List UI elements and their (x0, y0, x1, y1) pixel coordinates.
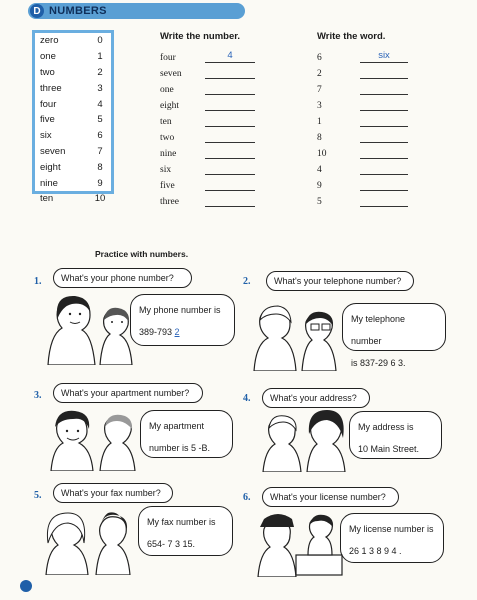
write-number-row (160, 47, 280, 63)
write-number-row (160, 175, 280, 191)
answer-line1-2: My telephone number (351, 314, 406, 346)
number-word: two (40, 66, 55, 78)
write-word-prompt: 1 (317, 117, 322, 127)
number-word: eight (40, 161, 61, 173)
number-table-row (35, 65, 111, 81)
answer-line1-6: My license number is (349, 524, 434, 534)
write-number-answer-field[interactable] (205, 98, 255, 111)
write-word-prompt: 5 (317, 197, 322, 207)
write-number-exercise (160, 31, 280, 207)
answer-bubble-5 (138, 506, 233, 556)
answer-bubble-3 (140, 410, 233, 458)
illustration-telephone-pair (250, 296, 345, 371)
write-word-prompt: 2 (317, 69, 322, 79)
write-word-answer-field[interactable] (360, 178, 408, 191)
item-number-5: 5. (34, 490, 42, 501)
write-word-prompt: 8 (317, 133, 322, 143)
write-word-answer-field[interactable] (360, 146, 408, 159)
write-word-prompt: 6 (317, 53, 322, 63)
item-number-6: 6. (243, 492, 251, 503)
number-word: seven (40, 145, 66, 157)
write-number-row (160, 111, 280, 127)
number-word: four (40, 98, 57, 110)
answer-line1-3: My apartment (149, 421, 205, 431)
write-number-prompt: one (160, 85, 174, 95)
number-digit: 4 (97, 98, 103, 110)
answer-bubble-1 (130, 294, 235, 346)
write-word-prompt: 3 (317, 101, 322, 111)
write-word-heading: Write the word. (317, 31, 386, 42)
number-word: one (40, 51, 56, 63)
number-digit: 6 (97, 130, 103, 142)
number-digit: 2 (97, 66, 103, 78)
handwritten-answer-1: 2 (174, 327, 180, 337)
illustration-fax-pair (42, 503, 137, 575)
write-word-rows (317, 47, 437, 207)
write-number-answer-field[interactable]: 4 (205, 50, 255, 63)
write-number-prompt: two (160, 133, 175, 143)
question-bubble-6 (262, 487, 399, 507)
number-word: six (40, 130, 52, 142)
number-table-row (35, 80, 111, 96)
write-number-prompt: eight (160, 101, 179, 111)
number-digit: 0 (97, 35, 103, 47)
answer-line2-5: 654- 7 3 15. (147, 539, 196, 549)
item-number-2: 2. (243, 276, 251, 287)
answer-line2-6: 26 1 3 8 9 4 . (349, 546, 402, 556)
question-text-4: What's your address? (270, 393, 357, 403)
section-title: NUMBERS (49, 5, 107, 17)
write-word-row (317, 111, 437, 127)
number-word: five (40, 114, 55, 126)
write-word-answer-field[interactable] (360, 98, 408, 111)
number-table-row (35, 128, 111, 144)
write-number-answer-field[interactable] (205, 114, 255, 127)
write-word-answer-field[interactable] (360, 194, 408, 207)
number-digit: 3 (97, 82, 103, 94)
item-number-4: 4. (243, 393, 251, 404)
write-number-answer-field[interactable] (205, 66, 255, 79)
number-table-row (35, 96, 111, 112)
write-word-answer-field[interactable] (360, 82, 408, 95)
write-number-heading: Write the number. (160, 31, 241, 42)
number-table-row (35, 159, 111, 175)
write-word-answer-field[interactable] (360, 162, 408, 175)
number-table-row (35, 191, 111, 207)
write-number-rows (160, 47, 280, 207)
illustration-apartment-pair (45, 403, 140, 471)
write-word-answer-field[interactable] (360, 114, 408, 127)
write-word-row (317, 63, 437, 79)
page-marker-dot (20, 580, 32, 592)
answer-line1-4: My address is (358, 422, 414, 432)
question-bubble-2 (266, 271, 414, 291)
number-digit: 1 (97, 51, 103, 63)
write-number-row (160, 95, 280, 111)
write-number-row (160, 127, 280, 143)
write-number-prompt: three (160, 197, 179, 207)
write-number-row (160, 63, 280, 79)
number-digit: 5 (97, 114, 103, 126)
write-number-row (160, 191, 280, 207)
write-word-row (317, 191, 437, 207)
write-word-row (317, 127, 437, 143)
answer-bubble-2 (342, 303, 446, 368)
write-word-row (317, 47, 437, 63)
write-word-prompt: 9 (317, 181, 322, 191)
write-word-prompt: 10 (317, 149, 327, 159)
question-text-5: What's your fax number? (61, 488, 161, 498)
answer-line2-1: 389-793 (139, 327, 173, 337)
illustration-address-pair (255, 404, 350, 472)
write-number-answer-field[interactable] (205, 178, 255, 191)
question-text-3: What's your apartment number? (61, 388, 190, 398)
write-word-row (317, 175, 437, 191)
section-badge: D (30, 4, 44, 18)
write-number-row (160, 143, 280, 159)
write-word-row (317, 159, 437, 175)
number-digit: 7 (97, 145, 103, 157)
question-bubble-3 (53, 383, 203, 403)
write-number-answer-field[interactable] (205, 162, 255, 175)
write-number-prompt: six (160, 165, 172, 175)
illustration-license-pair (252, 505, 347, 577)
number-digit: 8 (97, 161, 103, 173)
write-word-answer-field[interactable] (360, 66, 408, 79)
write-word-prompt: 7 (317, 85, 322, 95)
number-word: nine (40, 177, 58, 189)
number-table (32, 30, 114, 205)
item-number-1: 1. (34, 276, 42, 287)
number-digit: 10 (94, 193, 106, 205)
answer-bubble-4 (349, 411, 442, 459)
answer-line2-2: is 837-29 6 3. (351, 358, 406, 368)
number-word: ten (40, 193, 54, 205)
number-table-row (35, 33, 111, 49)
write-word-answer-field[interactable] (360, 130, 408, 143)
write-word-row (317, 143, 437, 159)
number-table-row (35, 49, 111, 65)
number-table-row (35, 112, 111, 128)
answer-line1-1: My phone number is (139, 305, 221, 315)
write-number-row (160, 79, 280, 95)
section-header (28, 3, 245, 19)
number-table-row (35, 144, 111, 160)
number-word: zero (40, 35, 59, 47)
write-word-exercise (317, 31, 437, 207)
practice-title: Practice with numbers. (95, 249, 189, 259)
write-word-answer-field[interactable]: six (360, 50, 408, 63)
write-word-prompt: 4 (317, 165, 322, 175)
write-number-answer-field[interactable] (205, 130, 255, 143)
number-word: three (40, 82, 62, 94)
number-table-body (35, 33, 111, 205)
item-number-3: 3. (34, 390, 42, 401)
answer-line1-5: My fax number is (147, 517, 216, 527)
write-number-answer-field[interactable] (205, 146, 255, 159)
answer-line2-4: 10 Main Street. (358, 444, 420, 454)
number-table-row (35, 175, 111, 191)
write-number-prompt: seven (160, 69, 182, 79)
write-number-prompt: ten (160, 117, 172, 127)
write-word-row (317, 95, 437, 111)
question-text-2: What's your telephone number? (274, 276, 402, 286)
write-number-answer-field[interactable] (205, 194, 255, 207)
illustration-phone-pair (40, 290, 135, 365)
write-number-prompt: five (160, 181, 175, 191)
write-number-prompt: nine (160, 149, 177, 159)
question-bubble-5 (53, 483, 173, 503)
write-number-answer-field[interactable] (205, 82, 255, 95)
write-word-row (317, 79, 437, 95)
write-number-row (160, 159, 280, 175)
question-bubble-1 (53, 268, 192, 288)
write-number-prompt: four (160, 53, 176, 63)
number-digit: 9 (97, 177, 103, 189)
answer-line2-3: number is 5 -B. (149, 443, 211, 453)
question-text-1: What's your phone number? (61, 273, 174, 283)
question-text-6: What's your license number? (270, 492, 386, 502)
answer-bubble-6 (340, 513, 444, 563)
